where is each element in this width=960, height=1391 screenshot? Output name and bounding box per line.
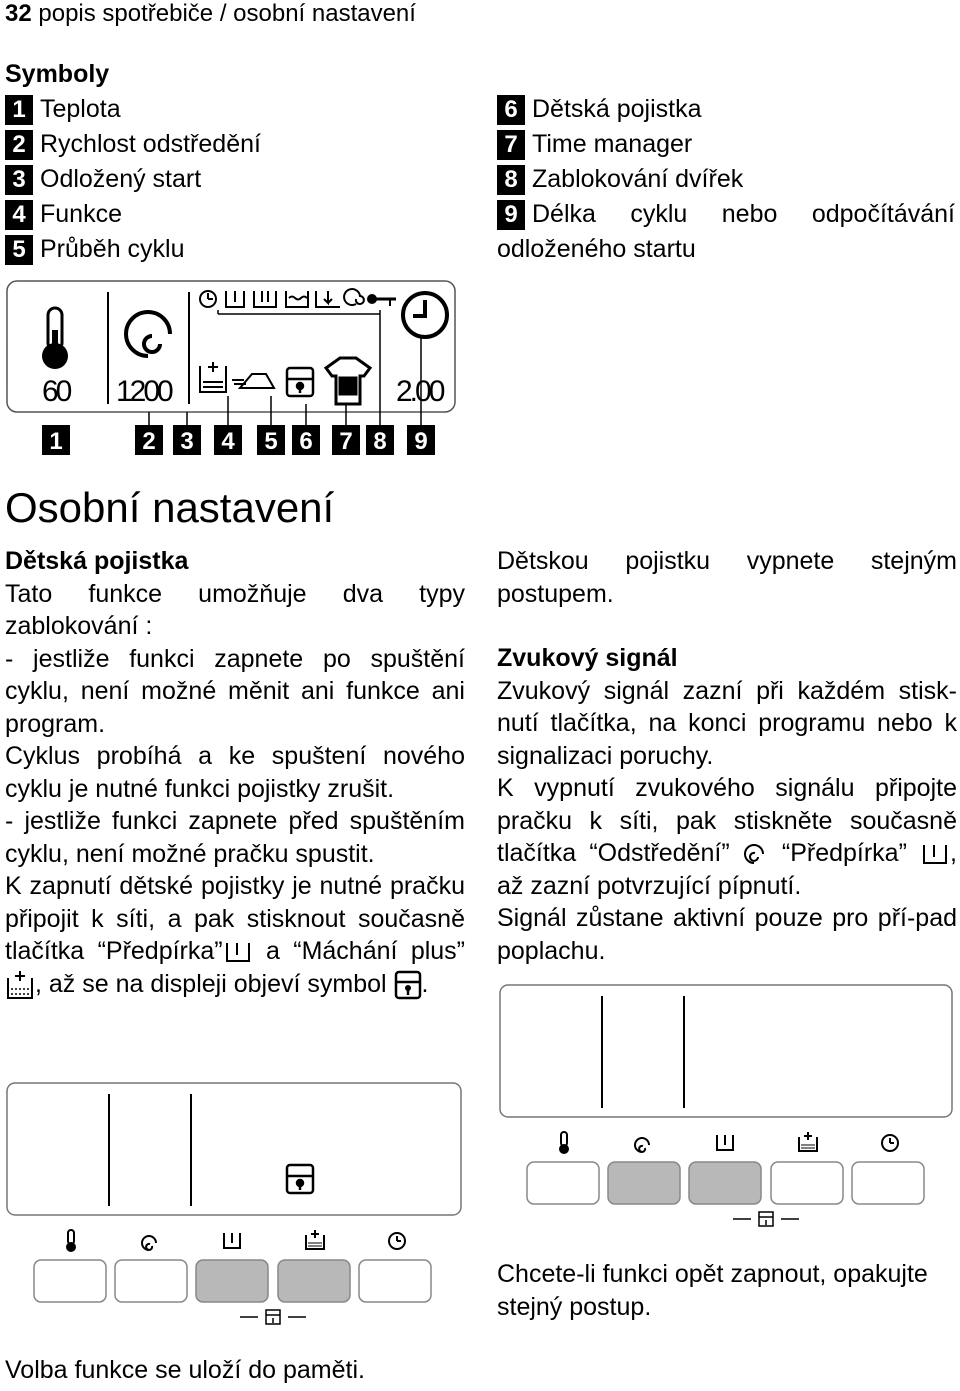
legend-item: [497, 92, 955, 127]
callout-number: 2: [142, 428, 156, 455]
delay-start-icon: [882, 1135, 898, 1151]
legend-label: Time manager: [532, 130, 693, 158]
legend-label: Zablokování dvířek: [532, 165, 744, 193]
sound-signal-p3: Signál zůstane aktivní pouze pro pří-pad poplachu.: [497, 904, 957, 965]
lock-icon: [394, 970, 422, 1000]
legend-number: 6: [497, 95, 525, 125]
sound-signal-p2c: , až zazní potvrzující pípnutí.: [497, 839, 957, 900]
legend-label: Délka cyklu nebo odpočítávání: [532, 200, 955, 228]
delay-start-button[interactable]: [852, 1162, 924, 1204]
child-lock-p2: - jestliže funkci zapnete po spuštění cyklu, není možné měnit ani funkce ani program.: [5, 644, 465, 738]
panel-diagram-right: [495, 982, 957, 1232]
spin-icon: [743, 841, 769, 867]
legend-item: [5, 92, 261, 127]
child-lock-p5b: a “Máchání plus”: [252, 937, 466, 965]
legend-number: 7: [497, 130, 525, 160]
symbols-title: Symboly: [5, 60, 110, 88]
clock-icon: [403, 293, 447, 337]
extra-rinse-icon: [799, 1132, 817, 1151]
child-lock-p4: - jestliže funkci zapnete před spuštěním cyklu, není možné pračku spustit.: [5, 807, 465, 868]
child-lock-p5d: .: [421, 969, 429, 998]
legend-item: [497, 162, 955, 197]
callout-number: 7: [339, 428, 353, 455]
child-lock-p5c: , až se na displeji objeví symbol: [35, 969, 394, 998]
lock-combo-icon: [733, 1212, 799, 1226]
page-header: [5, 0, 416, 28]
legend-label: Odložený start: [40, 165, 202, 193]
child-lock-p5: [5, 870, 465, 1000]
thermometer-icon: [560, 1132, 568, 1153]
callout-number: 9: [414, 428, 428, 455]
prewash-button[interactable]: [689, 1162, 761, 1204]
delay-start-icon: [389, 1233, 405, 1249]
legend-item: [5, 162, 261, 197]
prewash-icon: [920, 841, 950, 867]
sound-signal-p2a: K vypnutí zvukového signálu připojte pračku k síti, pak stiskněte současně tlačítka “Odstředění”: [497, 774, 957, 867]
temperature-button[interactable]: [34, 1260, 106, 1302]
extra-rinse-icon: [200, 362, 226, 392]
legend-number: 8: [497, 165, 525, 195]
spin-button[interactable]: [608, 1162, 680, 1204]
page-header-title: popis spotřebiče / osobní nastavení: [31, 0, 416, 27]
legend-number: 2: [5, 130, 33, 160]
child-lock-p3: Cyklus probíhá a ke spuštení nového cyklu je nutné funkci pojistky zrušit.: [5, 742, 465, 803]
reenable-text: Chcete-li funkci opět zapnout, opakujte stejný postup.: [497, 1260, 928, 1321]
footer-text: Volba funkce se uloží do paměti.: [5, 1356, 365, 1384]
sound-signal-heading: Zvukový signál: [497, 644, 678, 672]
legend-left: [5, 92, 261, 267]
legend-item: [5, 127, 261, 162]
child-lock-p5a: K zapnutí dětské pojistky je nutné pračku připojit k síti, a pak stisknout současně tlačítka “Předpírka”: [5, 872, 465, 965]
spin-icon: [126, 312, 170, 356]
sound-signal-p1: Zvukový signál zazní při každém stisk-nutí tlačítka, na konci programu nebo k signalizaci poruchy.: [497, 676, 957, 770]
callout-number: 1: [49, 428, 63, 455]
legend-number: 1: [5, 95, 33, 125]
sound-signal-p2: [497, 772, 957, 902]
legend-number: 4: [5, 200, 33, 230]
temperature-button[interactable]: [527, 1162, 599, 1204]
legend-item-continued: [497, 232, 955, 267]
prewash-button[interactable]: [196, 1260, 268, 1302]
time-manager-icon: [326, 358, 370, 404]
spin-readout: 1200: [116, 375, 171, 408]
child-lock-heading: Dětská pojistka: [5, 547, 189, 575]
legend-number: 5: [5, 235, 33, 265]
callout-number: 4: [221, 428, 235, 455]
prewash-icon: [224, 1233, 240, 1248]
child-lock-p1: Tato funkce umožňuje dva typy zablokování :: [5, 579, 465, 640]
thermometer-icon: [67, 1230, 75, 1251]
page-number: 32: [5, 0, 32, 27]
lock-icon: [287, 1165, 313, 1193]
legend-label: Funkce: [40, 200, 122, 228]
legend-item: [497, 127, 955, 162]
child-lock-section: [5, 545, 465, 1000]
legend-label: Teplota: [40, 95, 121, 123]
legend-label: Rychlost odstředění: [40, 130, 261, 158]
legend-item: [5, 197, 261, 232]
legend-item: [497, 197, 955, 232]
legend-label: Dětská pojistka: [532, 95, 702, 123]
legend-right: [497, 92, 955, 267]
display-diagram: [0, 278, 470, 463]
spin-button[interactable]: [115, 1260, 187, 1302]
extra-rinse-button[interactable]: [771, 1162, 843, 1204]
extra-rinse-icon: [5, 970, 35, 1000]
lock-icon: [287, 368, 313, 396]
legend-item: [5, 232, 261, 267]
section-title: Osobní nastavení: [5, 484, 335, 531]
temperature-readout: 60: [42, 375, 70, 408]
thermometer-icon: [42, 308, 68, 369]
sound-signal-p2b: “Předpírka”: [768, 839, 921, 867]
legend-number: 3: [5, 165, 33, 195]
callout-number: 6: [299, 428, 313, 455]
legend-number: 9: [497, 200, 525, 230]
phase-icons: [200, 289, 396, 314]
callout-numbers: [42, 425, 435, 455]
display-frame: [500, 985, 952, 1117]
legend-label: odloženého startu: [497, 235, 696, 263]
display-frame: [7, 1083, 461, 1215]
delay-start-button[interactable]: [359, 1260, 431, 1302]
legend-label: Průběh cyklu: [40, 235, 185, 263]
child-lock-off-text: Dětskou pojistku vypnete stejným postupem.: [497, 547, 957, 608]
extra-rinse-icon: [306, 1230, 324, 1249]
callout-number: 3: [180, 428, 194, 455]
spin-icon: [142, 1236, 156, 1250]
easy-iron-icon: [232, 374, 274, 388]
spin-icon: [635, 1138, 649, 1152]
time-readout: 2.00: [396, 375, 443, 408]
lock-combo-icon: [240, 1310, 306, 1324]
callout-number: 8: [373, 428, 387, 455]
prewash-icon: [223, 939, 253, 965]
prewash-icon: [717, 1135, 733, 1150]
right-column: [497, 545, 957, 967]
display-frame: [7, 281, 455, 412]
extra-rinse-button[interactable]: [278, 1260, 350, 1302]
panel-diagram-left: [2, 1080, 464, 1330]
callout-number: 5: [264, 428, 278, 455]
